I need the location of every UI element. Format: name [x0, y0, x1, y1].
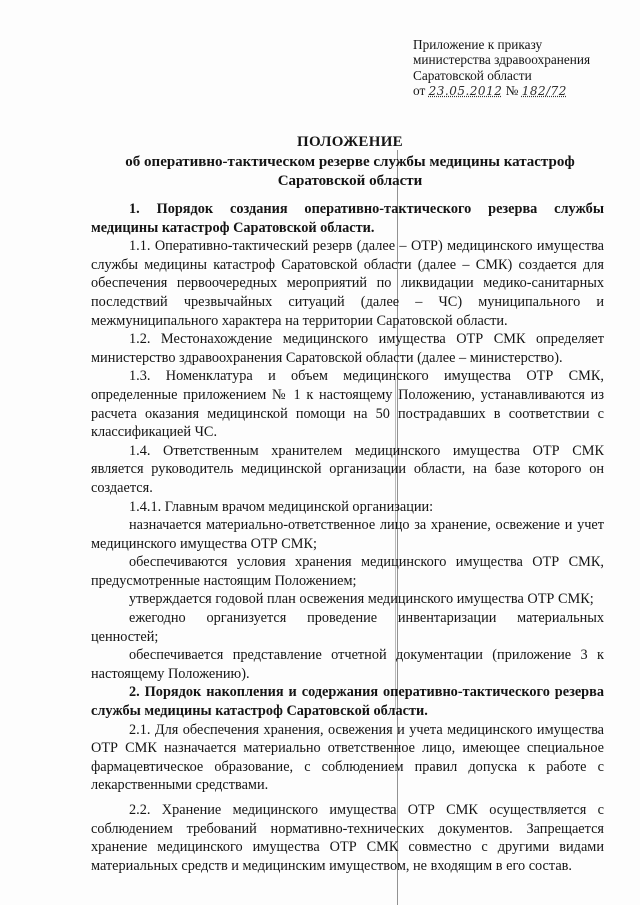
header-line-1: Приложение к приказу — [413, 37, 543, 52]
paragraph-1-1: 1.1. Оперативно-тактический резерв (далее – ОТР) медицинского имущества службы медицины катастроф Саратовской области (далее – СМК) создается для обеспечения первоочередных мероприятий по ликвидации медико-санитарных последствий чрезвычайных ситуаций (далее – ЧС) муниципального и межмуниципального характера на территории Саратовской области. — [91, 238, 604, 329]
list-item-duty: обеспечивается представление отчетной документации (приложение 3 к настоящему Положению). — [91, 647, 604, 682]
paragraph-1-4-1: 1.4.1. Главным врачом медицинской организации: — [129, 498, 434, 515]
document-body — [91, 200, 604, 875]
title-subtitle-2: Саратовской области — [277, 173, 423, 189]
list-item-duty: ежегодно организуется проведение инвентаризации материальных ценностей; — [91, 610, 604, 645]
paragraph-2-2: 2.2. Хранение медицинского имущества ОТР СМК осуществляется с соблюдением требований нормативно-технических документов. Запрещается хранение медицинского имущества ОТР СМК совместно с другими видами материальных средств и медицинским имуществом, не входящим в его состав. — [91, 802, 604, 874]
order-attachment-header — [413, 37, 628, 99]
list-item-duty: обеспечиваются условия хранения медицинского имущества ОТР СМК, предусмотренные настоящим Положением; — [91, 554, 604, 589]
section-1-heading: 1. Порядок создания оперативно-тактического резерва службы медицины катастроф Саратовской области. — [91, 201, 604, 236]
paragraph-2-1: 2.1. Для обеспечения хранения, освежения и учета медицинского имущества ОТР СМК назначается материально ответственное лицо, имеющее специальное фармацевтическое образование, с соблюдением правил допуска к работе с лекарственными средствами. — [91, 721, 604, 794]
paragraph-1-4: 1.4. Ответственным хранителем медицинского имущества ОТР СМК является руководитель медицинской организации области, на базе которого он создается. — [91, 442, 604, 496]
title-subtitle-1: об оперативно-тактическом резерве службы медицины катастроф — [125, 153, 575, 170]
handwritten-number: 182/72 — [521, 83, 567, 98]
list-item-duty: утверждается годовой план освежения медицинского имущества ОТР СМК; — [129, 591, 594, 608]
paragraph-1-2: 1.2. Местонахождение медицинского имущества ОТР СМК определяет министерство здравоохранения Саратовской области (далее – министерство). — [91, 331, 604, 366]
title-main: ПОЛОЖЕНИЕ — [297, 134, 403, 150]
header-line-2: министерства здравоохранения — [413, 52, 591, 68]
handwritten-date: 23.05.2012 — [428, 83, 503, 98]
header-date-line — [413, 83, 628, 99]
document-title — [90, 133, 610, 192]
paragraph-1-3: 1.3. Номенклатура и объем медицинского имущества ОТР СМК, определенные приложением № 1 к настоящему Положению, устанавливаются из расчета оказания медицинской помощи на 50 пострадавших в соответствии с классификацией ЧС. — [91, 368, 604, 441]
date-prefix: от — [413, 82, 426, 98]
section-2-heading: 2. Порядок накопления и содержания оперативно-тактического резерва службы медицины катастроф Саратовской области. — [91, 684, 604, 720]
list-item-duty: назначается материально-ответственное лицо за хранение, освежение и учет медицинского имущества ОТР СМК; — [91, 517, 604, 552]
number-prefix: № — [505, 82, 519, 98]
header-line-3: Саратовской области — [413, 67, 532, 83]
